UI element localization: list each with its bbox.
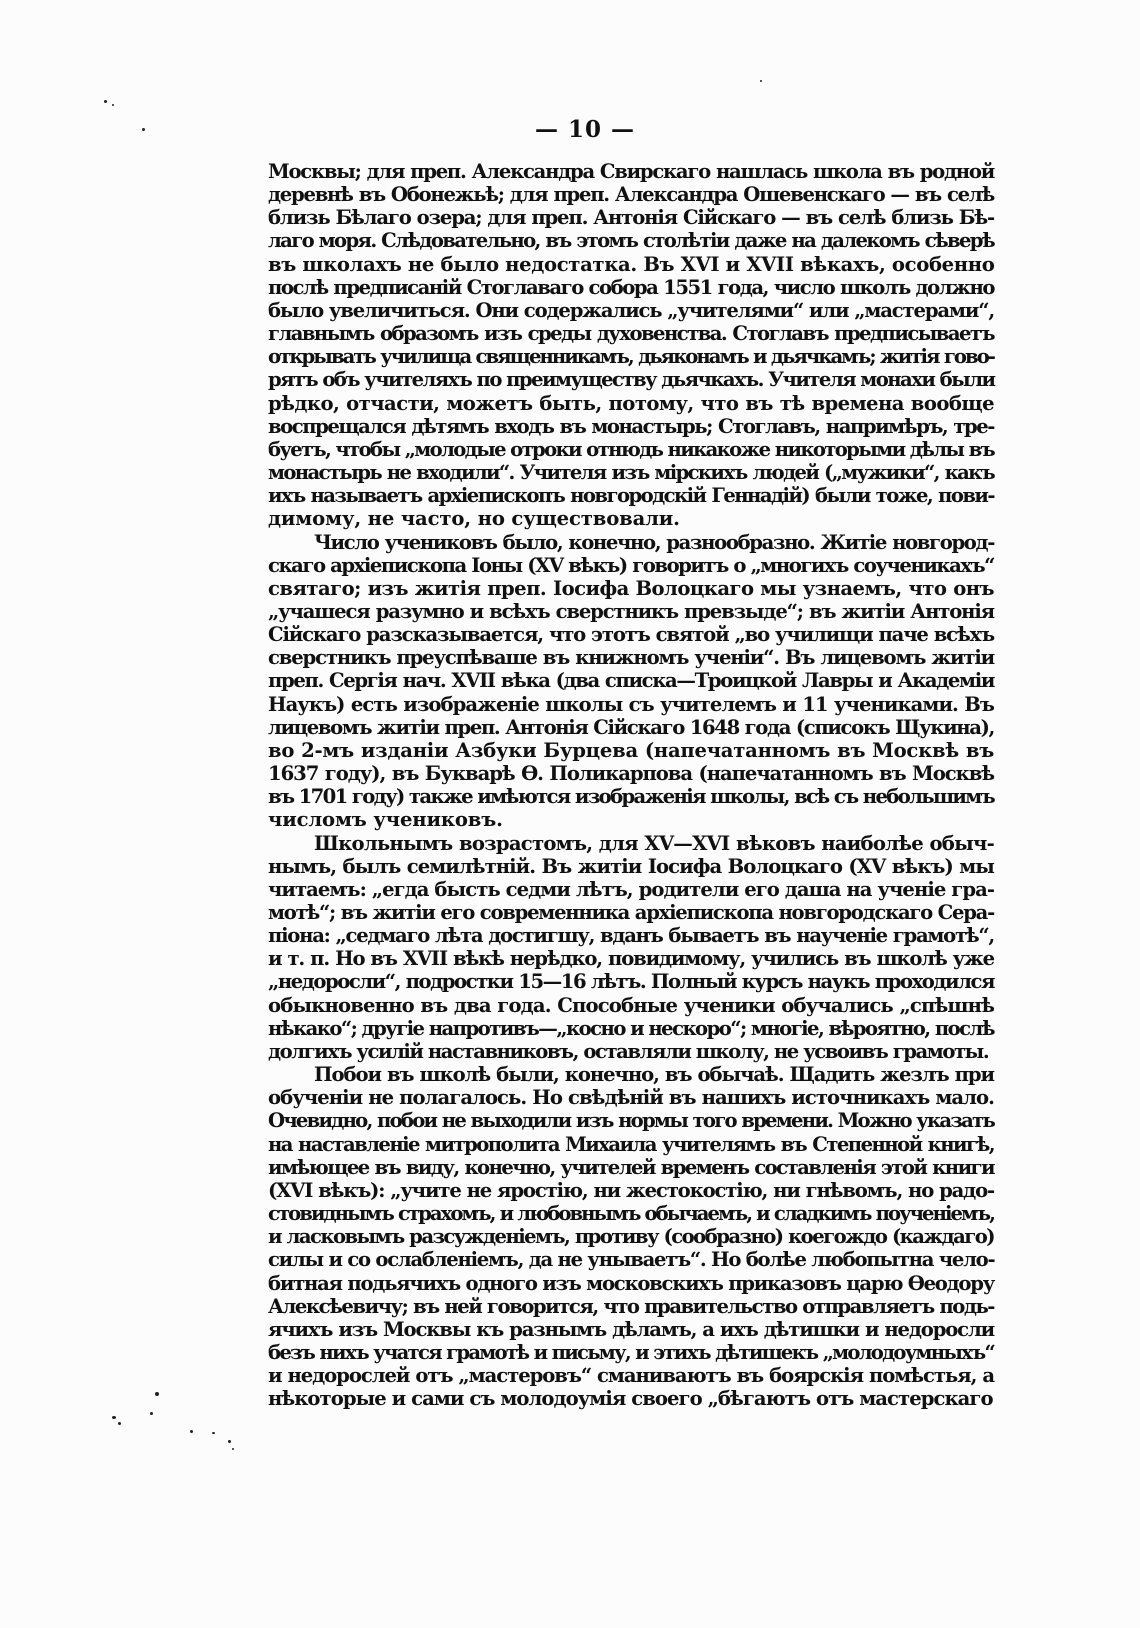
body-text: [268, 160, 994, 1410]
text-line: Побои въ школѣ были, конечно, въ обычаѣ. Щадить жезлъ при: [314, 1063, 994, 1087]
text-line: Очевидно, побои не выходили изъ нормы того времени. Можно указать: [268, 1109, 994, 1133]
text-line: монастырь не входили“. Учителя изъ мірскихъ людей („мужики“, какъ: [268, 461, 994, 485]
text-line: Число учениковъ было, конечно, разнообразно. Житіе новгород-: [314, 530, 994, 554]
text-line: преп. Сергія нач. XVII вѣка (два списка—Троицкой Лавры и Академіи: [268, 669, 994, 693]
text-line: лицевомъ житіи преп. Антонія Сійскаго 1648 года (списокъ Щукина),: [268, 715, 994, 739]
text-line: „учашеся разумно и всѣхъ сверстникъ превзыде“; въ житіи Антонія: [268, 599, 994, 623]
text-line: скаго архіепископа Іоны (XV вѣкъ) говоритъ о „многихъ соученикахъ“: [268, 553, 994, 577]
scan-speck: [228, 1440, 231, 1443]
scan-speck: [155, 1392, 159, 1396]
text-line: димому, не часто, но существовали.: [268, 507, 680, 531]
scan-speck: [212, 1432, 215, 1434]
text-line: стовиднымъ страхомъ, и любовнымъ обычаемъ, и сладкимъ поученіемъ,: [268, 1202, 994, 1226]
scan-speck: [118, 1422, 121, 1425]
text-line: и недорослей отъ „мастеровъ“ сманиваютъ въ боярскія помѣстья, а: [268, 1364, 994, 1388]
text-line: рѣдко, отчасти, можетъ быть, потому, что въ тѣ времена вообще: [268, 391, 994, 415]
text-line: главнымъ образомъ изъ среды духовенства. Стоглавъ предписываетъ: [268, 322, 994, 346]
text-line: 1637 году), въ Букварѣ Ѳ. Поликарпова (напечатанномъ въ Москвѣ: [268, 762, 994, 786]
text-line: лаго моря. Слѣдовательно, въ этомъ столѣтіи даже на далекомъ сѣверѣ: [268, 229, 994, 253]
text-line: обыкновенно въ два года. Способные ученики обучались „спѣшнѣ: [268, 993, 994, 1017]
text-line: рятъ объ учителяхъ по преимуществу дьячкахъ. Учителя монахи были: [268, 368, 995, 392]
scan-speck: [232, 1448, 234, 1450]
text-line: безъ нихъ учатся грамотѣ и письму, и этихъ дѣтишекъ „молодоумныхъ“: [268, 1340, 994, 1364]
text-line: было увеличиться. Они содержались „учителями“ или „мастерами“,: [268, 298, 994, 322]
text-line: деревнѣ въ Обонежьѣ; для преп. Александра Ошевенскаго — въ селѣ: [268, 183, 994, 207]
scan-speck: [150, 1412, 153, 1415]
scan-speck: [104, 100, 107, 103]
text-line: Наукъ) есть изображеніе школы съ учителемъ и 11 учениками. Въ: [268, 692, 994, 716]
text-line: въ 1701 году) также имѣются изображенія школы, всѣ съ небольшимъ: [268, 785, 994, 809]
text-line: силы и со ослабленіемъ, да не унываетъ“. Но болѣе любопытна чело-: [268, 1248, 995, 1272]
text-line: Алексѣевичу; въ ней говорится, что правительство отправляетъ подь-: [268, 1294, 994, 1318]
text-line: нымъ, былъ семилѣтній. Въ житіи Іосифа Волоцкаго (XV вѣкъ) мы: [268, 854, 994, 878]
text-line: воспрещался дѣтямъ входъ въ монастырь; Стоглавъ, напримѣръ, тре-: [268, 414, 994, 438]
text-line: сверстникъ преуспѣваше въ книжномъ ученіи“. Въ лицевомъ житіи: [268, 646, 994, 670]
text-line: Москвы; для преп. Александра Свирскаго нашлась школа въ родной: [268, 160, 994, 183]
scan-speck: [190, 1430, 193, 1433]
text-line: въ школахъ не было недостатка. Въ XVI и XVII вѣкахъ, особенно: [268, 252, 995, 276]
text-line: и ласковымъ разсужденіемъ, противу (сообразно) коегождо (каждаго): [268, 1225, 994, 1249]
text-line: ихъ называетъ архіепископъ новгородскій Геннадій) были тоже, пови-: [268, 484, 994, 508]
page-number: — 10 —: [534, 116, 636, 143]
paragraph: [268, 832, 994, 1064]
text-line: ячихъ изъ Москвы къ разнымъ дѣламъ, а ихъ дѣтишки и недоросли: [268, 1317, 994, 1341]
paragraph: [268, 531, 994, 832]
text-line: Сійскаго разсказывается, что этотъ святой „во училищи паче всѣхъ: [268, 623, 994, 647]
text-line: нѣкоторые и сами съ молодоумія своего „бѣгаютъ отъ мастерскаго: [268, 1387, 993, 1411]
text-line: Школьнымъ возрастомъ, для XV—XVI вѣковъ наиболѣе обыч-: [314, 831, 994, 855]
text-line: имѣющее въ виду, конечно, учителей временъ составленія этой книги: [268, 1155, 994, 1179]
text-line: открывать училища священникамъ, дьяконамъ и дьячкамъ; житія гово-: [268, 345, 994, 369]
text-line: святаго; изъ житія преп. Іосифа Волоцкаго мы узнаемъ, что онъ: [268, 576, 994, 600]
paragraph: [268, 160, 994, 531]
text-line: (XVI вѣкъ): „учите не яростію, ни жестокостію, ни гнѣвомъ, но радо-: [268, 1178, 994, 1202]
text-line: „недоросли“, подростки 15—16 лѣтъ. Полный курсъ наукъ проходился: [268, 970, 994, 994]
text-line: во 2-мъ изданіи Азбуки Бурцева (напечатанномъ въ Москвѣ въ: [268, 738, 994, 762]
text-line: послѣ предписаній Стоглаваго собора 1551 года, число школъ должно: [268, 275, 994, 299]
text-line: и т. п. Но въ XVII вѣкѣ нерѣдко, повидимому, учились въ школѣ уже: [268, 947, 994, 971]
text-line: нѣкако“; другіе напротивъ—„косно и нескоро“; многіе, вѣроятно, послѣ: [268, 1016, 995, 1040]
text-line: битная подьячихъ одного изъ московскихъ приказовъ царю Ѳеодору: [268, 1271, 994, 1295]
scan-speck: [760, 80, 762, 82]
text-line: числомъ учениковъ.: [268, 808, 503, 832]
text-line: мотѣ“; въ житіи его современника архіепископа новгородскаго Сера-: [268, 901, 994, 924]
scan-speck: [112, 104, 114, 106]
text-line: піона: „седмаго лѣта достигшу, вданъ бываетъ въ наученіе грамотѣ“,: [268, 924, 994, 948]
scan-speck: [112, 1416, 116, 1419]
paragraph: [268, 1063, 994, 1410]
text-line: читаемъ: „егда бысть седми лѣтъ, родители его даша на ученіе гра-: [268, 877, 994, 901]
scan-speck: [142, 128, 145, 131]
text-line: буетъ, чтобы „молодые отроки отнюдь никакоже никоторыми дѣлы въ: [268, 437, 994, 461]
text-line: на наставленіе митрополита Михаила учителямъ въ Степенной книгѣ,: [268, 1132, 994, 1156]
text-line: обученіи не полагалось. Но свѣдѣній въ нашихъ источникахъ мало.: [268, 1086, 994, 1110]
text-line: близь Бѣлаго озера; для преп. Антонія Сійскаго — въ селѣ близь Бѣ-: [268, 206, 994, 230]
text-line: долгихъ усилій наставниковъ, оставляли школу, не усвоивъ грамоты.: [268, 1039, 989, 1063]
